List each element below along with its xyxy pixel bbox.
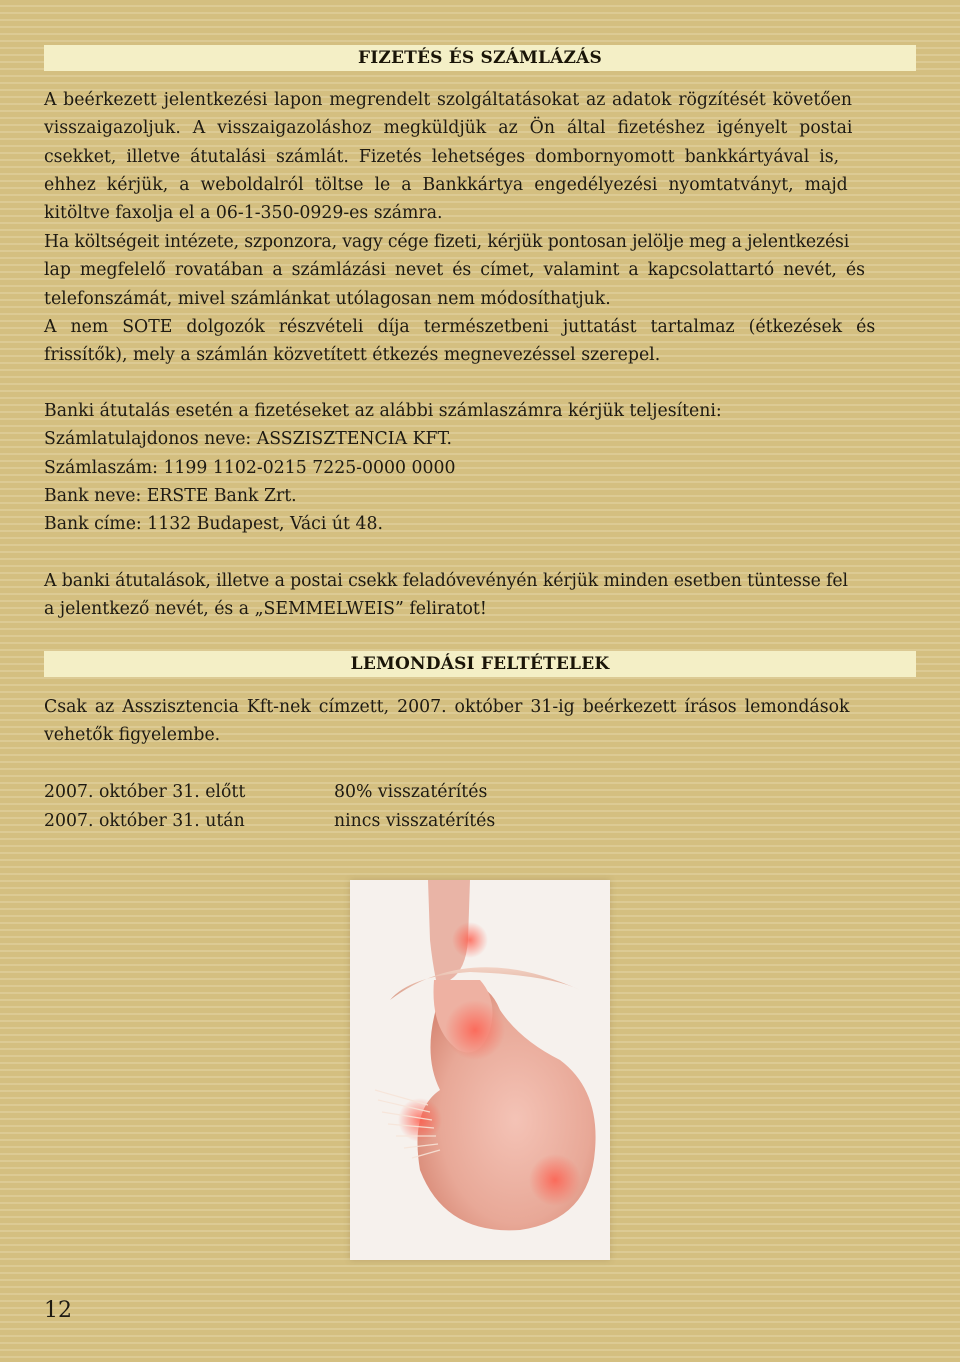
- page-number: 12: [44, 1298, 72, 1323]
- condition-date: 2007. október 31. előtt: [44, 782, 246, 802]
- text-line: csekket, illetve átutalási számlát. Fizetés lehetséges dombornyomott bankkártyával is,: [44, 146, 840, 167]
- bank-intro-line: Banki átutalás esetén a fizetéseket az alábbi számlaszámra kérjük teljesíteni:: [44, 401, 722, 421]
- account-holder-line: Számlatulajdonos neve: ASSZISZTENCIA KFT.: [44, 429, 452, 450]
- text-line: vehetők figyelembe.: [44, 725, 221, 746]
- payment-paragraph-2: [44, 228, 916, 313]
- condition-date: 2007. október 31. után: [44, 811, 245, 831]
- payment-paragraph-3: [44, 313, 916, 370]
- transfer-note: [44, 567, 916, 624]
- stomach-illustration: [350, 880, 610, 1260]
- section-heading-payment: FIZETÉS ÉS SZÁMLÁZÁS: [44, 45, 916, 71]
- condition-row: [44, 807, 496, 835]
- cancellation-intro: [44, 693, 916, 750]
- payment-paragraph-1: [44, 86, 916, 227]
- text-line: telefonszámát, mivel számlánkat utólagosan nem módosíthatjuk.: [44, 288, 611, 309]
- condition-refund: 80% visszatérítés: [334, 782, 488, 802]
- text-line: a jelentkező nevét, és a „SEMMELWEIS” feliratot!: [44, 599, 487, 620]
- text-line: A nem SOTE dolgozók részvételi díja természetbeni juttatást tartalmaz (étkezések és: [44, 317, 876, 337]
- bank-address-line: Bank címe: 1132 Budapest, Váci út 48.: [44, 514, 383, 535]
- text-line: frissítők), mely a számlán közvetített étkezés megnevezéssel szerepel.: [44, 345, 661, 366]
- text-line: Ha költségeit intézete, szponzora, vagy cége fizeti, kérjük pontosan jelölje meg a jelentkezési: [44, 232, 850, 252]
- text-line: A banki átutalások, illetve a postai csekk feladóvevényén kérjük minden esetben tüntesse fel: [44, 571, 848, 591]
- text-line: kitöltve faxolja el a 06-1-350-0929-es számra.: [44, 203, 443, 224]
- bank-details: [44, 397, 916, 538]
- text-line: ehhez kérjük, a weboldalról töltse le a Bankkártya engedélyezési nyomtatványt, majd: [44, 174, 848, 195]
- text-line: A beérkezett jelentkezési lapon megrendelt szolgáltatásokat az adatok rögzítését követően: [44, 90, 853, 110]
- condition-refund: nincs visszatérítés: [334, 811, 496, 831]
- account-number-line: Számlaszám: 1199 1102-0215 7225-0000 0000: [44, 457, 456, 478]
- section-heading-cancellation: LEMONDÁSI FELTÉTELEK: [44, 651, 916, 677]
- text-line: lap megfelelő rovatában a számlázási nevet és címet, valamint a kapcsolattartó nevét, és: [44, 260, 865, 281]
- text-line: Csak az Asszisztencia Kft-nek címzett, 2007. október 31-ig beérkezett írásos lemondások: [44, 697, 850, 717]
- bank-name-line: Bank neve: ERSTE Bank Zrt.: [44, 485, 297, 506]
- text-line: visszaigazoljuk. A visszaigazoláshoz megküldjük az Ön által fizetéshez igényelt postai: [44, 118, 853, 139]
- condition-row: [44, 778, 488, 806]
